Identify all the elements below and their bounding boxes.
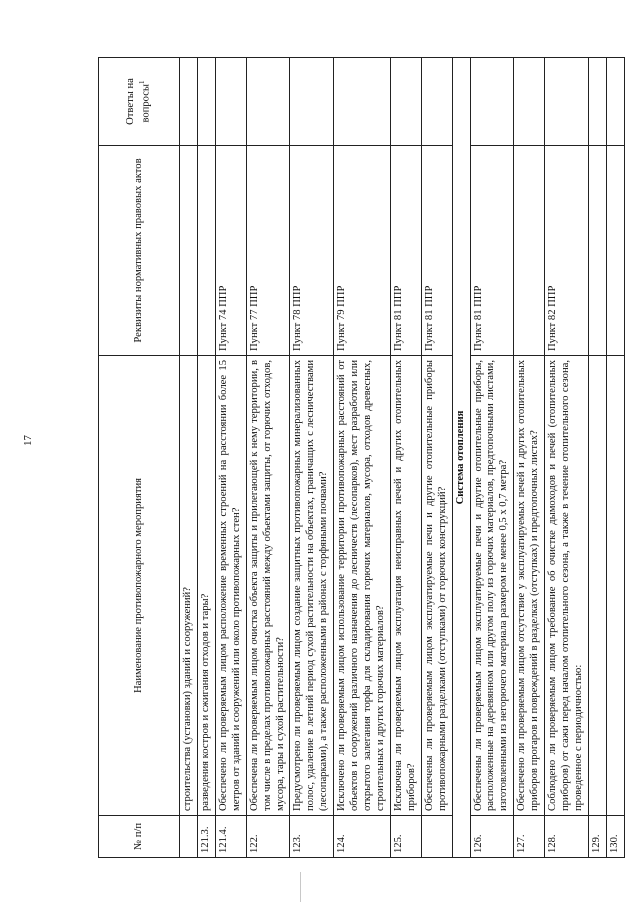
row-measure: Обеспечена ли проверяемым лицом очистка объекта защиты и прилегающей к нему территории, в том числе в пределах противопожарных расстояний между объектами защиты, от горючих отходов, мусора, тары и сухой растительности? bbox=[246, 356, 290, 816]
row-answer bbox=[545, 58, 589, 146]
row-num: 128. bbox=[545, 816, 589, 858]
table-row bbox=[180, 58, 198, 858]
row-answer bbox=[514, 58, 545, 146]
row-requisite bbox=[197, 146, 215, 356]
row-measure: Обеспечены ли проверяемым лицом эксплуатируемые печи и другие отопительные приборы противопожарными разделками (отступками) от горючих конструкций? bbox=[421, 356, 452, 816]
row-num: 130. bbox=[606, 816, 624, 858]
table-row bbox=[390, 58, 421, 858]
section-title-heating: Система отопления bbox=[452, 58, 470, 858]
row-measure: Исключена ли проверяемым лицом эксплуатация неисправных печей и других отопительных приборов? bbox=[390, 356, 421, 816]
row-num: 129. bbox=[588, 816, 606, 858]
row-num: 121.3. bbox=[197, 816, 215, 858]
row-measure: Предусмотрено ли проверяемым лицом создание защитных противопожарных минерализованных полос, удаление в летний период сухой растительности на объектах, граничащих с лесничествами (лесопарками), а также расположенными в районах с торфяными почвами? bbox=[290, 356, 334, 816]
row-answer bbox=[180, 58, 198, 146]
table-row bbox=[588, 58, 606, 858]
row-answer bbox=[390, 58, 421, 146]
row-requisite: Пункт 82 ППР bbox=[545, 146, 589, 356]
fire-safety-checklist-table bbox=[98, 57, 625, 858]
table-row bbox=[197, 58, 215, 858]
table-row bbox=[606, 58, 624, 858]
header-answers-label: Ответы на вопросы bbox=[124, 78, 152, 125]
row-answer bbox=[334, 58, 391, 146]
row-answer bbox=[246, 58, 290, 146]
row-answer bbox=[290, 58, 334, 146]
row-requisite: Пункт 78 ППР bbox=[290, 146, 334, 356]
header-num: № п/п bbox=[99, 816, 180, 858]
row-answer bbox=[588, 58, 606, 146]
table-row bbox=[334, 58, 391, 858]
row-measure: Соблюдено ли проверяемым лицом требование об очистке дымоходов и печей (отопительных приборов) от сажи перед началом отопительного сезона, а также в течение отопительного сезона, проведенное с периодичностью: bbox=[545, 356, 589, 816]
row-measure: разведения костров и сжигания отходов и тары? bbox=[197, 356, 215, 816]
row-measure: Исключено ли проверяемым лицом использование территории противопожарных расстояний от объектов и сооружений различного назначения до лесничеств (лесопарков), мест разработки или открытого залегания торфа для складирования горючих материалов, мусора, отходов древесных, строительных и других горючих материалов? bbox=[334, 356, 391, 816]
row-num bbox=[421, 816, 452, 858]
table-row bbox=[421, 58, 452, 858]
row-num: 121.4. bbox=[215, 816, 246, 858]
table-header-row bbox=[99, 58, 180, 858]
row-answer bbox=[215, 58, 246, 146]
header-name: Наименование противопожарного мероприятия bbox=[99, 356, 180, 816]
page-number: 17 bbox=[22, 435, 34, 446]
row-answer bbox=[197, 58, 215, 146]
row-measure bbox=[606, 356, 624, 816]
row-requisite: Пункт 77 ППР bbox=[246, 146, 290, 356]
header-requisites: Реквизиты нормативных правовых актов bbox=[99, 146, 180, 356]
row-answer bbox=[421, 58, 452, 146]
table-row bbox=[290, 58, 334, 858]
row-requisite: Пункт 79 ППР bbox=[334, 146, 391, 356]
row-num: 125. bbox=[390, 816, 421, 858]
row-requisite: Пункт 81 ППР bbox=[470, 146, 514, 356]
section-header-row bbox=[452, 58, 470, 858]
row-requisite bbox=[514, 146, 545, 356]
scan-artifact-line bbox=[300, 872, 301, 902]
table-row bbox=[470, 58, 514, 858]
row-num: 122. bbox=[246, 816, 290, 858]
row-measure bbox=[588, 356, 606, 816]
row-num: 123. bbox=[290, 816, 334, 858]
table-row bbox=[215, 58, 246, 858]
row-measure: Обеспечены ли проверяемым лицом эксплуатируемые печи и другие отопительные приборы, расположенные на деревянном или другом полу из горючих материалов, предтопочными листами, изготовленными из негорючего материала размером не менее 0,5 х 0,7 метра? bbox=[470, 356, 514, 816]
row-measure: Обеспечено ли проверяемым лицом расположение временных строений на расстоянии более 15 метров от зданий и сооружений или около противопожарных стен? bbox=[215, 356, 246, 816]
row-requisite: Пункт 81 ППР bbox=[390, 146, 421, 356]
table-row bbox=[514, 58, 545, 858]
table-row bbox=[545, 58, 589, 858]
row-measure: строительства (установки) зданий и сооружений? bbox=[180, 356, 198, 816]
row-answer bbox=[606, 58, 624, 146]
rotated-page-content bbox=[98, 58, 640, 858]
row-num: 126. bbox=[470, 816, 514, 858]
header-answers-footnote: 1 bbox=[137, 80, 146, 84]
row-requisite bbox=[588, 146, 606, 356]
row-num bbox=[180, 816, 198, 858]
row-answer bbox=[470, 58, 514, 146]
row-requisite: Пункт 81 ППР bbox=[421, 146, 452, 356]
table-row bbox=[246, 58, 290, 858]
row-requisite: Пункт 74 ППР bbox=[215, 146, 246, 356]
row-measure: Обеспечено ли проверяемым лицом отсутствие у эксплуатируемых печей и других отопительных приборов прогаров и повреждений в разделках (отступках) и предтопочных листах? bbox=[514, 356, 545, 816]
row-num: 124. bbox=[334, 816, 391, 858]
row-num: 127. bbox=[514, 816, 545, 858]
header-answers bbox=[99, 58, 180, 146]
row-requisite bbox=[606, 146, 624, 356]
row-requisite bbox=[180, 146, 198, 356]
